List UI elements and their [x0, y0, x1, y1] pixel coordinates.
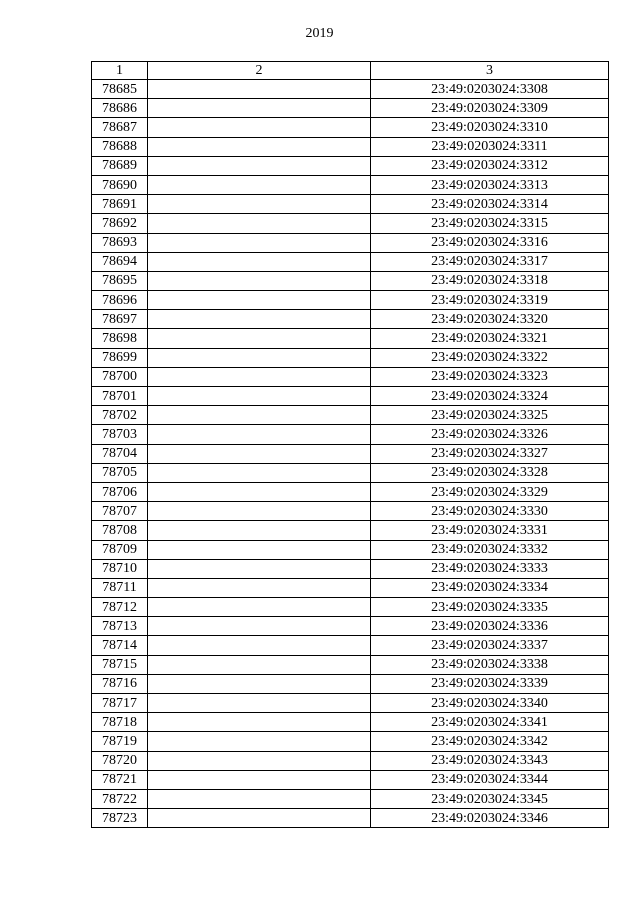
cadastral-number-cell: 23:49:0203024:3314	[371, 195, 609, 214]
row-number-cell: 78698	[92, 329, 148, 348]
table-row	[92, 387, 609, 406]
column-header-1: 1	[92, 62, 148, 80]
description-cell	[148, 348, 371, 367]
description-cell	[148, 789, 371, 808]
page-number: 2019	[305, 26, 334, 41]
row-number-cell: 78691	[92, 195, 148, 214]
cadastral-number-cell: 23:49:0203024:3328	[371, 463, 609, 482]
cadastral-number-cell: 23:49:0203024:3333	[371, 559, 609, 578]
description-cell	[148, 195, 371, 214]
row-number-cell: 78719	[92, 732, 148, 751]
table-row	[92, 233, 609, 252]
table-row	[92, 674, 609, 693]
header-row	[92, 62, 609, 80]
table-row	[92, 348, 609, 367]
cadastral-number-cell: 23:49:0203024:3346	[371, 809, 609, 828]
table-row	[92, 195, 609, 214]
table-row	[92, 751, 609, 770]
row-number-cell: 78713	[92, 617, 148, 636]
table-row	[92, 291, 609, 310]
row-number-cell: 78718	[92, 713, 148, 732]
cadastral-number-cell: 23:49:0203024:3341	[371, 713, 609, 732]
description-cell	[148, 310, 371, 329]
row-number-cell: 78707	[92, 502, 148, 521]
cadastral-number-cell: 23:49:0203024:3317	[371, 252, 609, 271]
description-cell	[148, 329, 371, 348]
description-cell	[148, 387, 371, 406]
column-header-2: 2	[148, 62, 371, 80]
row-number-cell: 78685	[92, 80, 148, 99]
table-row	[92, 80, 609, 99]
description-cell	[148, 502, 371, 521]
description-cell	[148, 598, 371, 617]
row-number-cell: 78697	[92, 310, 148, 329]
row-number-cell: 78711	[92, 578, 148, 597]
description-cell	[148, 809, 371, 828]
description-cell	[148, 751, 371, 770]
description-cell	[148, 252, 371, 271]
cadastral-number-cell: 23:49:0203024:3339	[371, 674, 609, 693]
row-number-cell: 78709	[92, 540, 148, 559]
cadastral-number-cell: 23:49:0203024:3334	[371, 578, 609, 597]
cadastral-number-cell: 23:49:0203024:3331	[371, 521, 609, 540]
table-row	[92, 137, 609, 156]
description-cell	[148, 578, 371, 597]
description-cell	[148, 406, 371, 425]
description-cell	[148, 540, 371, 559]
registry-table	[91, 61, 609, 828]
table-row	[92, 252, 609, 271]
row-number-cell: 78699	[92, 348, 148, 367]
row-number-cell: 78715	[92, 655, 148, 674]
description-cell	[148, 214, 371, 233]
cadastral-number-cell: 23:49:0203024:3320	[371, 310, 609, 329]
cadastral-number-cell: 23:49:0203024:3325	[371, 406, 609, 425]
cadastral-number-cell: 23:49:0203024:3310	[371, 118, 609, 137]
table-row	[92, 425, 609, 444]
column-header-3: 3	[371, 62, 609, 80]
row-number-cell: 78702	[92, 406, 148, 425]
description-cell	[148, 636, 371, 655]
row-number-cell: 78710	[92, 559, 148, 578]
cadastral-number-cell: 23:49:0203024:3323	[371, 367, 609, 386]
description-cell	[148, 655, 371, 674]
description-cell	[148, 521, 371, 540]
row-number-cell: 78706	[92, 482, 148, 501]
cadastral-number-cell: 23:49:0203024:3340	[371, 694, 609, 713]
table-body	[92, 80, 609, 828]
row-number-cell: 78717	[92, 694, 148, 713]
cadastral-number-cell: 23:49:0203024:3344	[371, 770, 609, 789]
table-row	[92, 367, 609, 386]
description-cell	[148, 156, 371, 175]
cadastral-number-cell: 23:49:0203024:3342	[371, 732, 609, 751]
table-row	[92, 809, 609, 828]
cadastral-number-cell: 23:49:0203024:3335	[371, 598, 609, 617]
row-number-cell: 78686	[92, 99, 148, 118]
row-number-cell: 78696	[92, 291, 148, 310]
description-cell	[148, 175, 371, 194]
table-row	[92, 482, 609, 501]
table-row	[92, 444, 609, 463]
description-cell	[148, 425, 371, 444]
cadastral-number-cell: 23:49:0203024:3318	[371, 271, 609, 290]
description-cell	[148, 674, 371, 693]
cadastral-number-cell: 23:49:0203024:3324	[371, 387, 609, 406]
description-cell	[148, 291, 371, 310]
row-number-cell: 78704	[92, 444, 148, 463]
table-row	[92, 598, 609, 617]
cadastral-number-cell: 23:49:0203024:3338	[371, 655, 609, 674]
row-number-cell: 78723	[92, 809, 148, 828]
description-cell	[148, 713, 371, 732]
cadastral-number-cell: 23:49:0203024:3315	[371, 214, 609, 233]
row-number-cell: 78701	[92, 387, 148, 406]
row-number-cell: 78708	[92, 521, 148, 540]
description-cell	[148, 482, 371, 501]
table-row	[92, 156, 609, 175]
description-cell	[148, 732, 371, 751]
cadastral-number-cell: 23:49:0203024:3311	[371, 137, 609, 156]
table-row	[92, 559, 609, 578]
row-number-cell: 78714	[92, 636, 148, 655]
row-number-cell: 78722	[92, 789, 148, 808]
description-cell	[148, 444, 371, 463]
cadastral-number-cell: 23:49:0203024:3322	[371, 348, 609, 367]
table-row	[92, 770, 609, 789]
row-number-cell: 78721	[92, 770, 148, 789]
description-cell	[148, 271, 371, 290]
cadastral-number-cell: 23:49:0203024:3308	[371, 80, 609, 99]
cadastral-number-cell: 23:49:0203024:3329	[371, 482, 609, 501]
row-number-cell: 78692	[92, 214, 148, 233]
table-row	[92, 694, 609, 713]
description-cell	[148, 463, 371, 482]
table-row	[92, 271, 609, 290]
cadastral-number-cell: 23:49:0203024:3332	[371, 540, 609, 559]
row-number-cell: 78720	[92, 751, 148, 770]
table-row	[92, 406, 609, 425]
cadastral-number-cell: 23:49:0203024:3327	[371, 444, 609, 463]
row-number-cell: 78687	[92, 118, 148, 137]
row-number-cell: 78693	[92, 233, 148, 252]
table-row	[92, 214, 609, 233]
table-row	[92, 118, 609, 137]
cadastral-number-cell: 23:49:0203024:3336	[371, 617, 609, 636]
description-cell	[148, 617, 371, 636]
cadastral-number-cell: 23:49:0203024:3337	[371, 636, 609, 655]
description-cell	[148, 137, 371, 156]
table-row	[92, 655, 609, 674]
table-row	[92, 732, 609, 751]
table-row	[92, 99, 609, 118]
cadastral-number-cell: 23:49:0203024:3313	[371, 175, 609, 194]
table-row	[92, 329, 609, 348]
description-cell	[148, 233, 371, 252]
row-number-cell: 78700	[92, 367, 148, 386]
row-number-cell: 78689	[92, 156, 148, 175]
row-number-cell: 78690	[92, 175, 148, 194]
table-row	[92, 636, 609, 655]
description-cell	[148, 99, 371, 118]
table-header	[92, 62, 609, 80]
cadastral-number-cell: 23:49:0203024:3326	[371, 425, 609, 444]
table-row	[92, 789, 609, 808]
cadastral-number-cell: 23:49:0203024:3316	[371, 233, 609, 252]
row-number-cell: 78694	[92, 252, 148, 271]
table-row	[92, 310, 609, 329]
description-cell	[148, 367, 371, 386]
row-number-cell: 78695	[92, 271, 148, 290]
table-row	[92, 463, 609, 482]
cadastral-number-cell: 23:49:0203024:3319	[371, 291, 609, 310]
table-row	[92, 617, 609, 636]
row-number-cell: 78716	[92, 674, 148, 693]
row-number-cell: 78712	[92, 598, 148, 617]
cadastral-number-cell: 23:49:0203024:3330	[371, 502, 609, 521]
table-row	[92, 502, 609, 521]
description-cell	[148, 559, 371, 578]
description-cell	[148, 770, 371, 789]
row-number-cell: 78703	[92, 425, 148, 444]
table-row	[92, 578, 609, 597]
cadastral-number-cell: 23:49:0203024:3321	[371, 329, 609, 348]
cadastral-number-cell: 23:49:0203024:3345	[371, 789, 609, 808]
row-number-cell: 78705	[92, 463, 148, 482]
description-cell	[148, 80, 371, 99]
cadastral-number-cell: 23:49:0203024:3309	[371, 99, 609, 118]
table-row	[92, 713, 609, 732]
description-cell	[148, 118, 371, 137]
table-row	[92, 175, 609, 194]
cadastral-number-cell: 23:49:0203024:3343	[371, 751, 609, 770]
table-row	[92, 521, 609, 540]
row-number-cell: 78688	[92, 137, 148, 156]
description-cell	[148, 694, 371, 713]
table-row	[92, 540, 609, 559]
cadastral-number-cell: 23:49:0203024:3312	[371, 156, 609, 175]
